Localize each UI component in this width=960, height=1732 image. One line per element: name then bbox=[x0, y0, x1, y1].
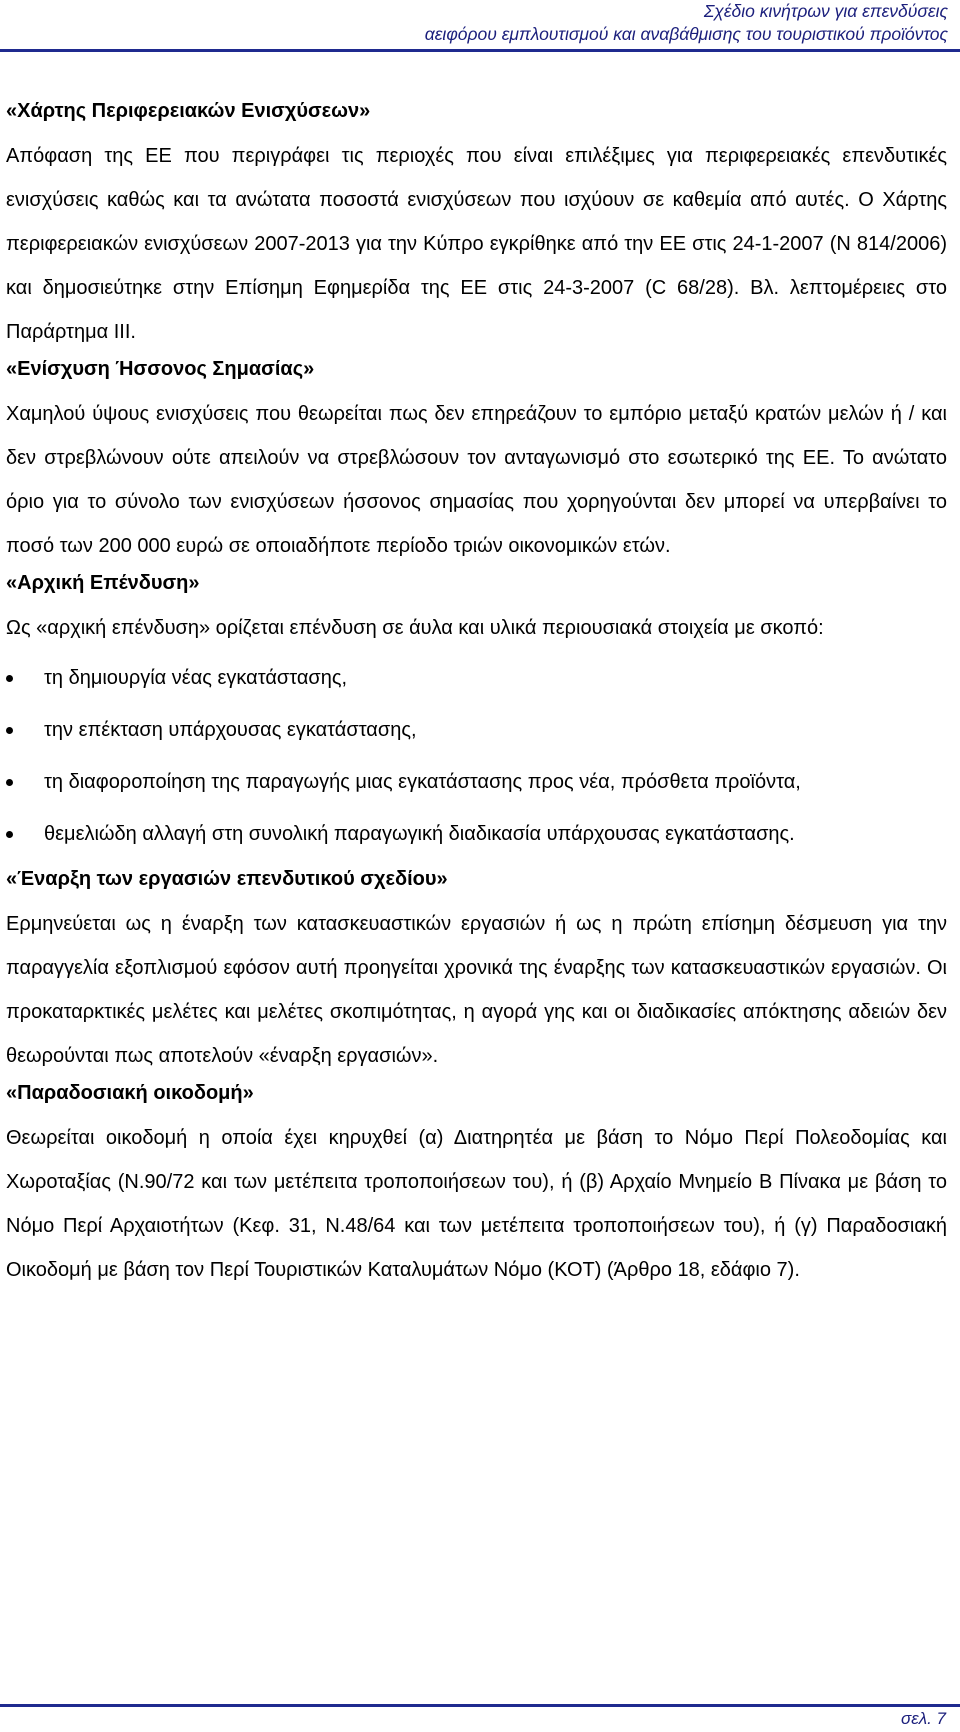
bullet-icon bbox=[6, 727, 13, 734]
section-text: Ερμηνεύεται ως η έναρξη των κατασκευαστικών εργασιών ή ως η πρώτη επίσημη δέσμευση για την παραγγελία εξοπλισμού εφόσον αυτή προηγείται χρονικά της έναρξης των κατασκευαστικών εργασιών. Οι προκαταρκτικές μελέτες και μελέτες σκοπιμότητας, η αγορά γης και οι διαδικασίες απόκτησης αδειών δεν θεωρούνται πως αποτελούν «έναρξη εργασιών». bbox=[6, 913, 947, 1067]
section-text: Θεωρείται οικοδομή η οποία έχει κηρυχθεί (α) Διατηρητέα με βάση το Νόμο Περί Πολεοδομίας και Χωροταξίας (Ν.90/72 και των μετέπειτα τροποποιήσεων του), ή (β) Αρχαίο Μνημείο Β Πίνακα με βάση το Νόμο Περί Αρχαιοτήτων (Κεφ. 31, Ν.48/64 και των μετέπειτα τροποποιήσεων του), ή (γ) Παραδοσιακή Οικοδομή με βάση τον Περί Τουριστικών Καταλυμάτων Νόμο (ΚΟΤ) (Άρθρο 18, εδάφιο 7). bbox=[6, 1127, 947, 1281]
section-text: Χαμηλού ύψους ενισχύσεις που θεωρείται πως δεν επηρεάζουν το εμπόριο μεταξύ κρατών μελών ή / και δεν στρεβλώνουν ούτε απειλούν να στρεβλώσουν τον ανταγωνισμό στο εσωτερικό της ΕΕ. Το ανώτατο όριο για το σύνολο των ενισχύσεων ήσσονος σημασίας που χορηγούνται δεν μπορεί να υπερβαίνει το ποσό των 200 000 ευρώ σε οποιαδήποτε περίοδο τριών οικονομικών ετών. bbox=[6, 403, 947, 557]
section-traditional-building bbox=[6, 1078, 947, 1292]
list-item-text: την επέκταση υπάρχουσας εγκατάστασης, bbox=[44, 719, 417, 741]
list-item-text: τη δημιουργία νέας εγκατάστασης, bbox=[44, 667, 348, 689]
bullet-icon bbox=[6, 831, 13, 838]
section-title: «Χάρτης Περιφερειακών Ενισχύσεων» bbox=[6, 100, 371, 122]
list-item bbox=[6, 708, 947, 752]
list-item-text: θεμελιώδη αλλαγή στη συνολική παραγωγική διαδικασία υπάρχουσας εγκατάστασης. bbox=[44, 823, 795, 845]
bullet-icon bbox=[6, 675, 13, 682]
section-start-of-works bbox=[6, 864, 947, 1078]
footer-rule bbox=[0, 1704, 960, 1707]
section-title: «Έναρξη των εργασιών επενδυτικού σχεδίου» bbox=[6, 868, 448, 890]
running-header bbox=[425, 0, 948, 46]
section-initial-investment bbox=[6, 568, 947, 856]
section-regional-aid-map bbox=[6, 96, 947, 354]
header-line-2: αειφόρου εμπλουτισμού και αναβάθμισης του τουριστικού προϊόντος bbox=[424, 24, 948, 44]
section-text: Απόφαση της ΕΕ που περιγράφει τις περιοχές που είναι επιλέξιμες για περιφερειακές επενδυτικές ενισχύσεις καθώς και τα ανώτατα ποσοστά ενισχύσεων που ισχύουν σε καθεμία από αυτές. Ο Χάρτης περιφερειακών ενισχύσεων 2007-2013 για την Κύπρο εγκρίθηκε από την ΕΕ στις 24-1-2007 (Ν 814/2006) και δημοσιεύτηκε στην Επίσημη Εφημερίδα της ΕΕ στις 24-3-2007 (C 68/28). Βλ. λεπτομέρειες στο Παράρτημα ΙΙΙ. bbox=[6, 145, 947, 343]
page-number: σελ. 7 bbox=[901, 1709, 946, 1728]
document-body bbox=[6, 96, 947, 1292]
section-de-minimis bbox=[6, 354, 947, 568]
section-title: «Αρχική Επένδυση» bbox=[6, 572, 200, 594]
bullet-icon bbox=[6, 779, 13, 786]
section-text: Ως «αρχική επένδυση» ορίζεται επένδυση σε άυλα και υλικά περιουσιακά στοιχεία με σκοπό: bbox=[6, 617, 824, 639]
list-item bbox=[6, 812, 947, 856]
header-line-1: Σχέδιο κινήτρων για επενδύσεις bbox=[703, 1, 948, 21]
header-rule bbox=[0, 49, 960, 52]
bullet-list bbox=[6, 656, 947, 856]
list-item-text: τη διαφοροποίηση της παραγωγής μιας εγκατάστασης προς νέα, πρόσθετα προϊόντα, bbox=[44, 771, 801, 793]
list-item bbox=[6, 656, 947, 700]
section-title: «Ενίσχυση Ήσσονος Σημασίας» bbox=[6, 358, 315, 380]
section-title: «Παραδοσιακή οικοδομή» bbox=[6, 1082, 254, 1104]
list-item bbox=[6, 760, 947, 804]
